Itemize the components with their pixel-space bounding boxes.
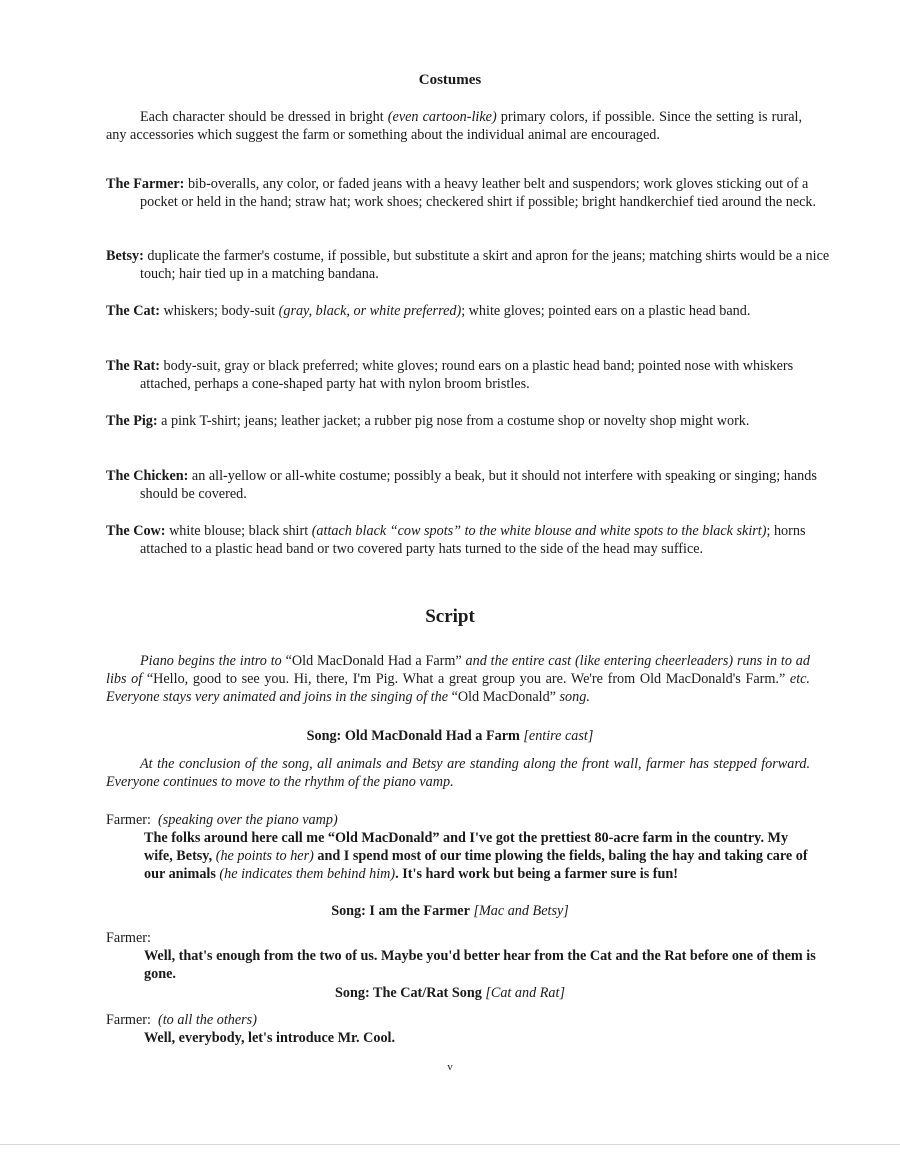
speaker-stage-direction: (speaking over the piano vamp) xyxy=(158,812,338,828)
costume-italic: (attach black “cow spots” to the white blouse and white spots to the black skirt) xyxy=(311,523,767,539)
costume-term: The Farmer: xyxy=(106,176,185,192)
inline-direction: (he points to her) xyxy=(215,848,314,864)
costume-italic: (gray, black, or white preferred) xyxy=(278,303,462,319)
speaker-line-1 xyxy=(106,811,338,829)
song-cue-1 xyxy=(0,727,900,745)
costume-term: Betsy: xyxy=(106,248,144,264)
song-cue-3 xyxy=(0,984,900,1002)
costume-term: The Chicken: xyxy=(106,468,189,484)
costume-term: The Cow: xyxy=(106,523,166,539)
dialogue-text: . It's hard work but being a farmer sure is fun! xyxy=(395,866,679,882)
costume-cow xyxy=(106,522,840,558)
speaker-name: Farmer: xyxy=(106,930,151,946)
song-title: Song: Old MacDonald Had a Farm xyxy=(306,728,520,744)
quoted-text: “Old MacDonald Had a Farm” xyxy=(285,653,462,669)
dialogue-text: Well, that's enough from the two of us. Maybe you'd better hear from the Cat and the Rat before one of them is gone. xyxy=(144,948,816,982)
stage-direction-paragraph xyxy=(106,755,810,791)
costume-text: an all-yellow or all-white costume; possibly a beak, but it should not interfere with speaking or singing; hands should be covered. xyxy=(140,468,817,502)
stage-direction: At the conclusion of the song, all animals and Betsy are standing along the front wall, farmer has stepped forward. Everyone continues to move to the rhythm of the piano vamp. xyxy=(106,756,810,790)
dialogue-text: and I spend most of our time plowing the fields, baling the hay and taking care of our animals xyxy=(144,848,808,882)
song-performers: [entire cast] xyxy=(523,728,594,744)
dialogue-3 xyxy=(144,1029,816,1047)
song-cue-2 xyxy=(0,902,900,920)
costume-text: whiskers; body-suit xyxy=(160,303,279,319)
speaker-line-3 xyxy=(106,1011,257,1029)
dialogue-1 xyxy=(144,829,816,883)
song-title: Song: The Cat/Rat Song xyxy=(335,985,482,1001)
script-heading: Script xyxy=(425,606,475,627)
stage-direction: and the entire cast (like entering cheerleaders) runs in to ad libs of xyxy=(106,653,810,687)
stage-direction: Piano begins the intro to xyxy=(140,653,286,669)
intro-italic: (even cartoon-like) xyxy=(387,109,497,125)
costume-term: The Rat: xyxy=(106,358,160,374)
costume-term: The Pig: xyxy=(106,413,158,429)
page-number: v xyxy=(447,1061,453,1073)
costume-rat xyxy=(106,357,840,393)
opening-direction xyxy=(106,652,810,706)
costume-text: body-suit, gray or black preferred; white gloves; round ears on a plastic head band; pointed nose with whiskers attached, perhaps a cone-shaped party hat with nylon broom bristles. xyxy=(140,358,794,392)
costume-text-end: ; white gloves; pointed ears on a plastic head band. xyxy=(461,303,751,319)
dialogue-text: The folks around here call me “Old MacDonald” and I've got the prettiest 80-acre farm in the country. My wife, Betsy, xyxy=(144,830,789,864)
stage-direction: etc. Everyone stays very animated and joins in the singing of the xyxy=(106,671,810,705)
costume-text: bib-overalls, any color, or faded jeans with a heavy leather belt and suspendors; work gloves sticking out of a pocket or held in the hand; straw hat; work shoes; checkered shirt if possible; bright handkerchief tied around the neck. xyxy=(140,176,817,210)
dialogue-2 xyxy=(144,947,816,983)
song-performers: [Cat and Rat] xyxy=(485,985,565,1001)
inline-direction: (he indicates them behind him) xyxy=(219,866,396,882)
speaker-stage-direction: (to all the others) xyxy=(158,1012,257,1028)
costume-text: a pink T-shirt; jeans; leather jacket; a rubber pig nose from a costume shop or novelty shop might work. xyxy=(157,413,750,429)
costume-text: white blouse; black shirt xyxy=(165,523,312,539)
song-title: Song: I am the Farmer xyxy=(331,903,470,919)
speaker-name: Farmer: xyxy=(106,812,151,828)
costume-betsy xyxy=(106,247,840,283)
costumes-intro xyxy=(106,108,802,144)
costume-chicken xyxy=(106,467,840,503)
intro-text-end: primary colors, if possible. Since the setting is rural, any accessories which suggest the farm or something about the individual animal are encouraged. xyxy=(106,109,802,143)
quoted-text: “Hello, good to see you. Hi, there, I'm Pig. What a great group you are. We're from Old MacDonald's Farm.” xyxy=(146,671,786,687)
costume-text: duplicate the farmer's costume, if possible, but substitute a skirt and apron for the jeans; matching shirts would be a nice touch; hair tied up in a matching bandana. xyxy=(140,248,830,282)
costumes-heading: Costumes xyxy=(418,72,482,88)
intro-text: Each character should be dressed in bright xyxy=(140,109,388,125)
dialogue-text: Well, everybody, let's introduce Mr. Cool. xyxy=(144,1030,396,1046)
costume-pig xyxy=(106,412,840,430)
speaker-name: Farmer: xyxy=(106,1012,151,1028)
speaker-line-2 xyxy=(106,929,151,947)
stage-direction: song. xyxy=(555,689,590,705)
costume-cat xyxy=(106,302,840,320)
costume-text-end: ; horns attached to a plastic head band or two covered party hats turned to the side of the head may suffice. xyxy=(140,523,806,557)
costume-term: The Cat: xyxy=(106,303,160,319)
costume-farmer xyxy=(106,175,840,211)
song-performers: [Mac and Betsy] xyxy=(473,903,569,919)
page-bottom-edge xyxy=(0,1144,900,1145)
quoted-text: “Old MacDonald” xyxy=(451,689,556,705)
